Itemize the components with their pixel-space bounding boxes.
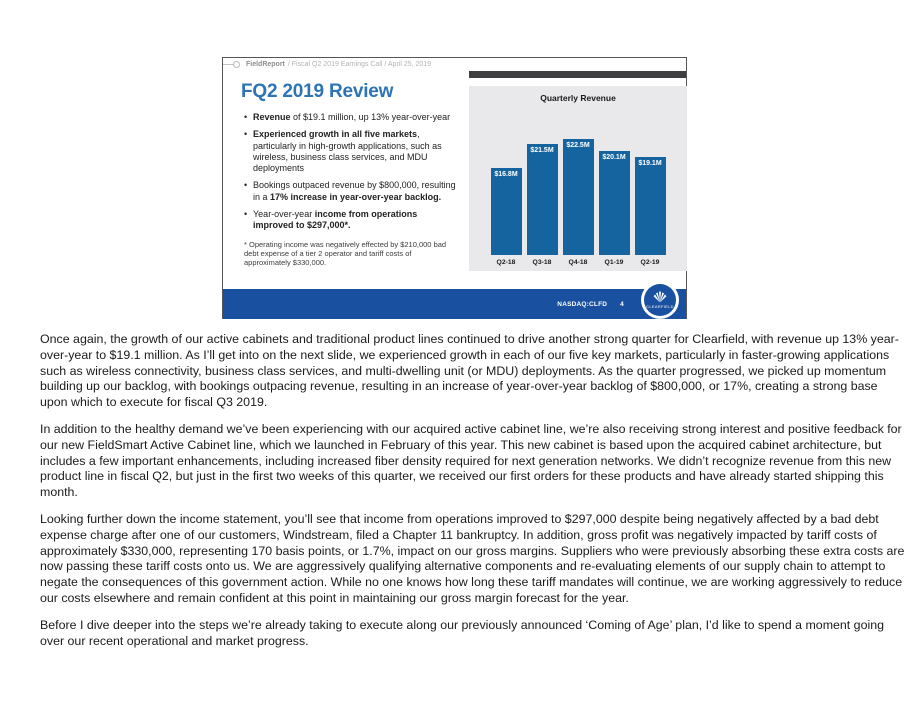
clearfield-logo [641,281,679,319]
bar-category-label: Q2-18 [496,259,516,266]
bar-column [599,151,630,266]
slide-viewer [222,57,687,319]
ticker-label: NASDAQ:CLFD [557,300,608,308]
bullet-list [241,112,459,232]
slide-footnote: * Operating income was negatively effected by $210,000 bad debt expense of a tier 2 operator and tariff costs of approximately $330,000. [244,239,447,268]
bar [527,144,558,255]
timeline-node-icon [233,61,240,68]
bar [491,168,522,255]
slide [223,71,686,319]
bullet-item: • Year-over-year income from operations improved to $297,000*. [244,209,459,232]
viewer-toolbar-strip [469,71,686,78]
breadcrumb-app[interactable]: FieldReport [246,61,285,68]
bullet-item: • Revenue of $19.1 million, up 13% year-over-year [244,112,459,123]
transcript-paragraph: In addition to the healthy demand we’ve been experiencing with our acquired active cabinet line, we’re also receiving strong interest and positive feedback for our new FieldSmart Active Cabinet line, which we launched in February of this year. This new cabinet is based upon the acquired cabinet architecture, but includes a few important enhancements, including increased fiber density required for next generation networks. We didn’t recognize revenue from this new product line in fiscal Q2, but just in the first two weeks of this quarter, we received our first orders for these products and have already started shipping this month. [40,421,902,500]
logo-wordmark: CLEARFIELD [646,304,674,309]
clearfield-logo-disc [644,284,676,316]
transcript-paragraph: Once again, the growth of our active cabinets and traditional product lines continued to drive another strong quarter for Clearfield, with revenue up 13% year-over-year to $19.1 million. As I’ll get into on the next slide, we experienced growth in each of our five key markets, particularly in faster-growing applications such as wireless connectivity, business class services, and multi-dwelling unit (or MDU) deployments. As the quarter progressed, we picked up momentum building up our backlog, with bookings outpacing revenue, resulting in an increase of year-over-year backlog of $800,000, or 17%, creating a strong base upon which to execute for fiscal Q3 2019. [40,332,899,410]
bar-value-label: $16.8M [494,171,518,178]
bar-column [491,168,522,266]
chart-panel [469,86,687,271]
bullet-item: • Bookings outpaced revenue by $800,000, resulting in a 17% increase in year-over-year backlog. [244,180,459,203]
bar-value-label: $21.5M [530,147,554,154]
bar [563,139,594,255]
bar-category-label: Q1-19 [604,259,624,266]
bar-value-label: $20.1M [602,154,626,161]
bullet-item: • Experienced growth in all five markets, particularly in high-growth applications, such as wireless, business class services, and MDU deployments [244,129,459,174]
transcript [40,332,908,660]
chart-title: Quarterly Revenue [540,93,616,103]
bar-category-label: Q2-19 [640,259,660,266]
breadcrumb [223,58,686,71]
bar-column [527,144,558,266]
shell-icon [652,291,668,303]
bar-value-label: $22.5M [566,142,590,149]
bar-category-label: Q3-18 [532,259,552,266]
bar-column [563,139,594,266]
slide-footer [223,289,686,319]
breadcrumb-path[interactable]: / Fiscal Q2 2019 Earnings Call / April 25, 2019 [287,61,432,68]
timeline-connector [223,64,233,65]
bar-chart [469,139,687,266]
transcript-paragraph: Looking further down the income statement, you’ll see that income from operations improved to $297,000 despite being negatively affected by a bad debt expense charge after one of our customers, Windstream, filed a Chapter 11 bankruptcy. In addition, gross profit was negatively impacted by tariff costs of approximately $330,000, representing 170 basis points, or 1.7%, impact on our gross margins. Suppliers who were previously absorbing these extra costs are now passing these tariff costs onto us. We are aggressively qualifying alternative components and re-evaluating elements of our supply chain to attempt to negate the consequences of this government action. While no one knows how long these tariff mandates will continue, we are working aggressively to reduce our costs elsewhere and remain confident at this point in maintaining our gross margin forecast for the year. [40,511,905,605]
bar-category-label: Q4-18 [568,259,588,266]
bar [635,157,666,255]
slide-text-column [223,71,469,268]
bar-column [635,157,666,266]
slide-title: FQ2 2019 Review [241,81,394,102]
slide-page-number: 4 [620,300,624,308]
transcript-paragraph: Before I dive deeper into the steps we’re already taking to execute along our previously announced ‘Coming of Age’ plan, I’d like to spend a moment going over our recent operational and market progress. [40,617,885,648]
bar-value-label: $19.1M [638,160,662,167]
bar [599,151,630,255]
